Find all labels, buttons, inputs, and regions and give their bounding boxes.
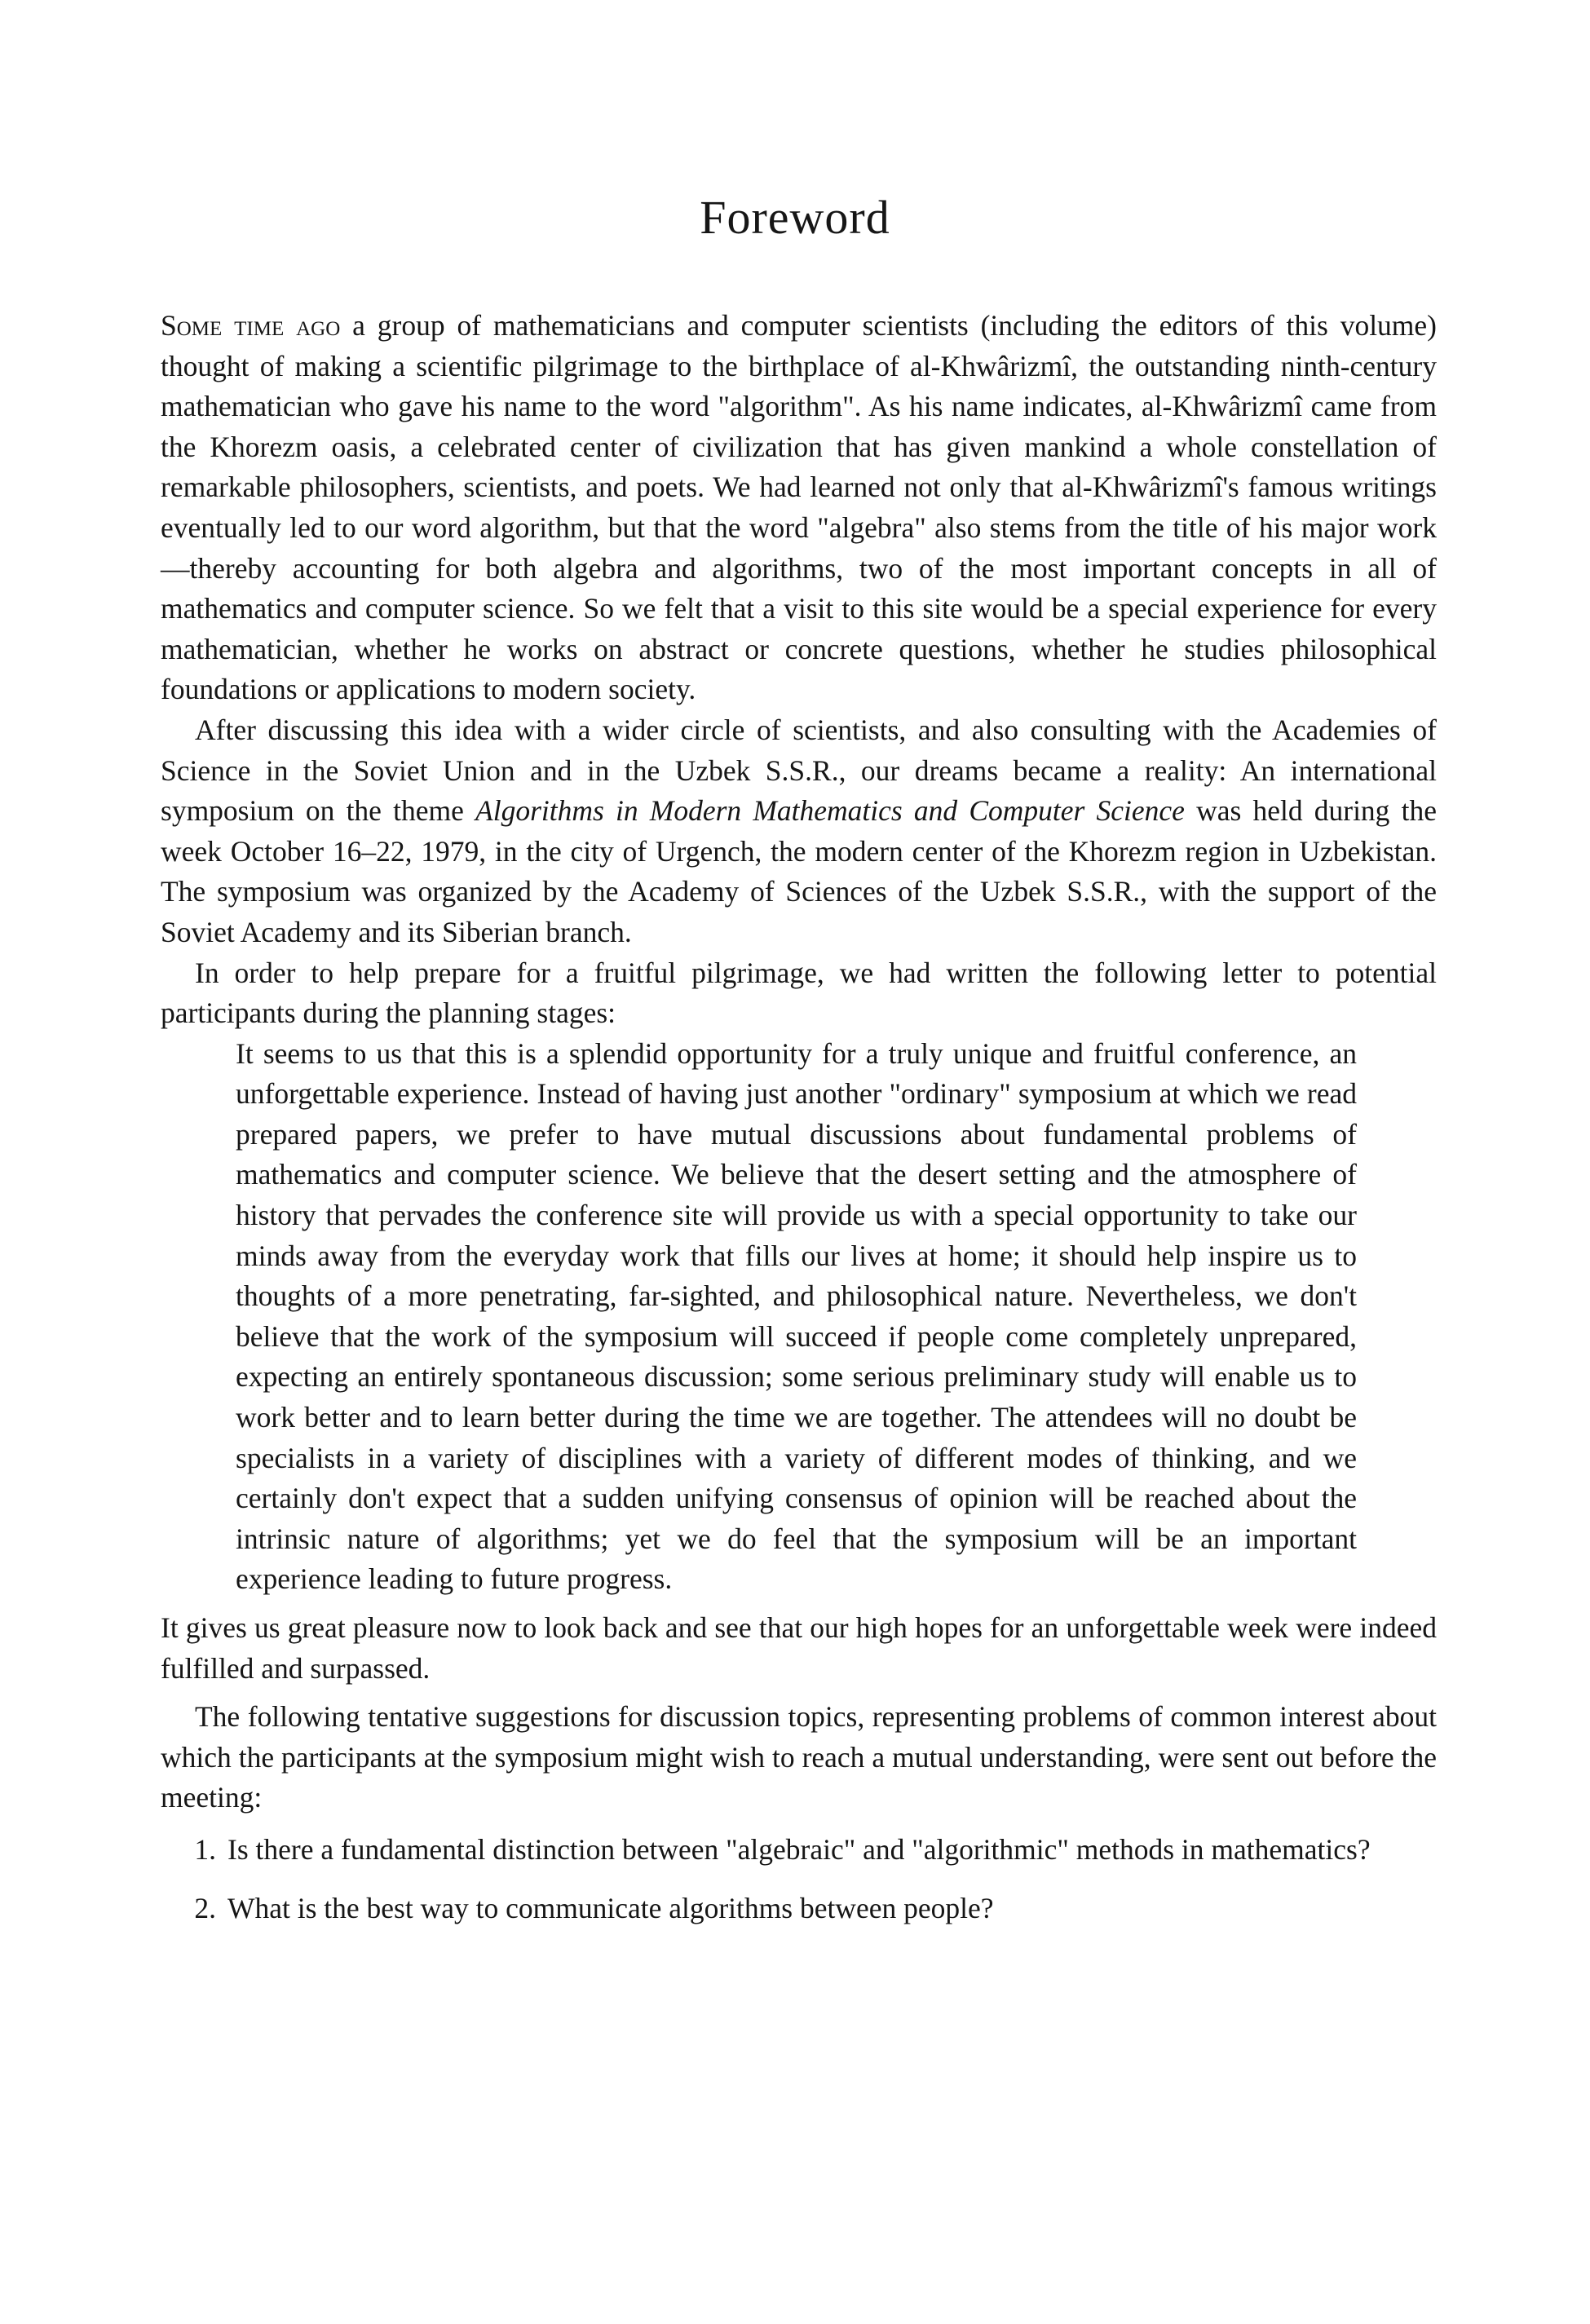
list-item-number: 2.: [194, 1891, 216, 1924]
list-item: [161, 1889, 1437, 1929]
paragraph-4: It gives us great pleasure now to look back and see that our high hopes for an unforgettable week were indeed fulfilled and surpassed.: [161, 1611, 1437, 1685]
paragraph-5: The following tentative suggestions for discussion topics, representing problems of common interest about which the participants at the symposium might wish to reach a mutual understanding, were sent out before the meeting:: [161, 1700, 1437, 1814]
symposium-title: Algorithms in Modern Mathematics and Computer Science: [475, 794, 1185, 828]
paragraph-1-text: a group of mathematicians and computer scientists (including the editors of this volume) thought of making a scientific pilgrimage to the birthplace of al-Khwârizmî, the outstanding ninth-century mathematician who gave his name to the word "algorithm". As his name indicates, al-Khwârizmî came from the Khorezm oasis, a celebrated center of civilization that has given mankind a whole constellation of remarkable philosophers, scientists, and poets. We had learned not only that al-Khwârizmî's famous writings eventually led to our word algorithm, but that the word "algebra" also stems from the title of his major work—thereby accounting for both algebra and algorithms, two of the most important concepts in all of mathematics and computer science. So we felt that a visit to this site would be a special experience for every mathematician, whether he works on abstract or concrete questions, whether he studies philosophical foundations or applications to modern society.: [161, 309, 1438, 706]
paragraph-2-text-a: After discussing this idea with a wider circle of scientists, and also consulting with the Academies of Science in the Soviet Union and in the Uzbek S.S.R., our dreams became a reality: An international symposium on the theme: [161, 713, 1437, 828]
topic-list: [161, 1830, 1437, 1929]
page-title: Foreword: [700, 191, 890, 244]
letter-quote: It seems to us that this is a splendid opportunity for a truly unique and fruitful conference, an unforgettable experience. Instead of having just another "ordinary" symposium at which we read prepared papers, we prefer to have mutual discussions about fundamental problems of mathematics and computer science. We believe that the desert setting and the atmosphere of history that pervades the conference site will provide us with a special opportunity to take our minds away from the everyday work that fills our lives at home; it should help inspire us to thoughts of a more penetrating, far-sighted, and philosophical nature. Nevertheless, we don't believe that the work of the symposium will succeed if people come completely unprepared, expecting an entirely spontaneous discussion; some serious preliminary study will enable us to work better and to learn better during the time we are together. The attendees will no doubt be specialists in a variety of disciplines with a variety of different modes of thinking, and we certainly don't expect that a sudden unifying consensus of opinion will be reached about the intrinsic nature of algorithms; yet we do feel that the symposium will be an important experience leading to future progress.: [236, 1036, 1357, 1596]
list-item-text: What is the best way to communicate algorithms between people?: [227, 1891, 994, 1924]
paragraph-1: [161, 306, 1437, 710]
list-item: [161, 1830, 1437, 1871]
body-text: [161, 306, 1437, 1946]
paragraph-2-text-b: was held during the week October 16–22, 1979, in the city of Urgench, the modern center of the Khorezm region in Uzbekistan. The symposium was organized by the Academy of Sciences of the Uzbek S.S.R., with the support of the Soviet Academy and its Siberian branch.: [161, 794, 1437, 948]
list-item-text: Is there a fundamental distinction between "algebraic" and "algorithmic" methods in mathematics?: [227, 1832, 1371, 1866]
list-item-number: 1.: [194, 1832, 216, 1866]
paragraph-2: [161, 710, 1437, 953]
paragraph-3: In order to help prepare for a fruitful pilgrimage, we had written the following letter to potential participants during the planning stages:: [161, 956, 1437, 1030]
paragraph-1-lead: Some time ago: [161, 309, 341, 342]
